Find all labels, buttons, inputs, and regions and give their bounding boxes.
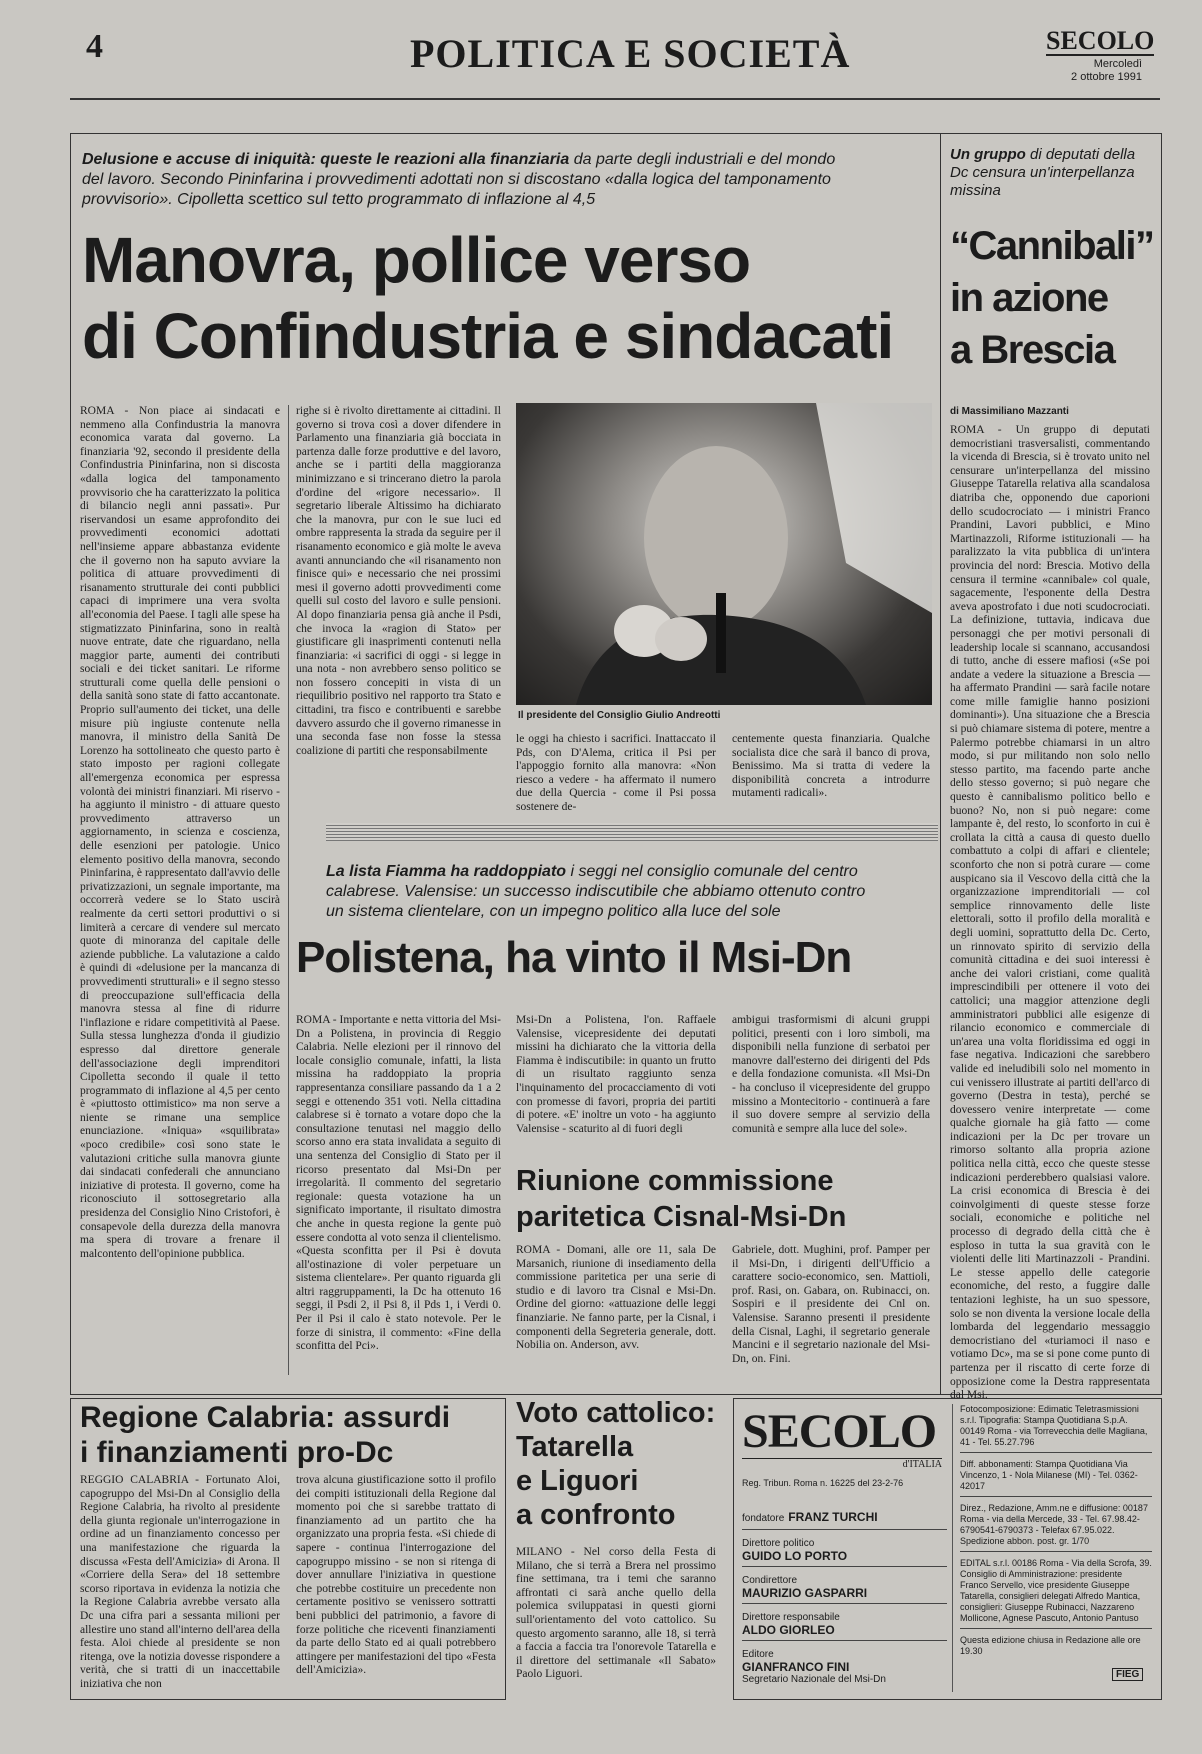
sidebar-headline bbox=[950, 220, 1154, 376]
credits-logo-sub: d'ITALIA bbox=[742, 1458, 942, 1470]
editor-row bbox=[742, 1649, 947, 1685]
calabria-headline-line2: i finanziamenti pro-Dc bbox=[80, 1436, 394, 1469]
voto-headline-line3: e Liguori bbox=[516, 1465, 639, 1497]
credits-info bbox=[960, 1404, 1152, 1667]
main-headline bbox=[82, 222, 932, 374]
photo-caption: Il presidente del Consiglio Giulio Andreotti bbox=[518, 710, 721, 721]
editor-role: Segretario Nazionale del Msi-Dn bbox=[742, 1674, 886, 1685]
info-direction: Direz., Redazione, Amm.ne e diffusione: 00187 Roma - via della Mercede, 33 - Tel. 67.98.42-6790541-6790373 - Telefax 67.95.022. Spedizione abbon. post. gr. 1/70 bbox=[960, 1503, 1152, 1552]
founder-label: fondatore bbox=[742, 1513, 785, 1524]
masthead-logo: SECOLO bbox=[1046, 26, 1155, 55]
credits-logo: SECOLO bbox=[742, 1405, 937, 1458]
editor-label: Editore bbox=[742, 1649, 774, 1660]
resp-name: ALDO GIORLEO bbox=[742, 1623, 835, 1637]
info-subscriptions: Diff. abbonamenti: Stampa Quotidiana Via Vincenzo, 1 - Nola Milanese (MI) - Tel. 0362-42017 bbox=[960, 1459, 1152, 1497]
main-headline-line2: di Confindustria e sindacati bbox=[82, 300, 894, 372]
riunione-headline bbox=[516, 1163, 926, 1235]
sidebar-headline-line2: in azione bbox=[950, 276, 1108, 320]
sidebar-byline: di Massimiliano Mazzanti bbox=[950, 406, 1069, 417]
separator-band bbox=[326, 823, 938, 841]
sidebar-body: ROMA - Un gruppo di deputati democristiani trasversalisti, commentando la vicenda di Brescia, si è trovato unito nel censurare un'interpellanza del missino Giuseppe Tatarella relativa alla scandalosa diatriba che, opponendo due caporioni dello scudocrociato — i ministri Franco Prandini, Lavori pubblici, e Mino Martinazzoli, Riforme istituzionali — ha paralizzato la vita pubblica di un'intera provincia del nord: Brescia. Motivo della censura il termine «cannibale» col quale, sagacemente, l'esponente della Destra aveva apostrofato i due noti scudocrociati. La definizione, tuttavia, indicava due personaggi che per motivi personali di leadership locale si scannano, accusandosi di tutto, anche di essere mafiosi («Se poi andate a vedere la situazione a Brescia — ha affermato Prandini — sarà facile notare come mille famiglie hanno posizioni dominanti»). Una situazione che a Brescia si può chiamare sistema di potere, mentre a Palermo potrebbe chiamarsi in un altro modo, si pur militando non solo nello stesso partito, ma facendo parte anche dello stesso governo; si può negare che questo è cannibalismo politico bello e buono? No, non si può negare: come lampante è, del resto, lo sconforto in cui è crollata la città a causa di questo duello combattuto a colpi di affari e clientele; sconforto che non si potrà curare — come auspicano sia il Vescovo della città che la organizzazione imprenditoriali — col semplice rinnovamento delle liste elettorali, sotto il profilo della moralità e degli uomini, soprattutto della Dc. Certo, un rinnovato spirito di servizio della comunità cittadina e dei suoi interessi è anche dei valori cristiani, come qualità imprescindibili per ottenere il voto dei cattolici; una maggior attenzione degli amministratori pubblici alle esigenze di rilancio economico e commerciale di un'area una volta floridissima ed oggi in fase negativa. Indicazioni che sarebbero valide ed ineludibili solo nel momento in cui venissero illustrate ai partiti dell'arco di governo (Destra in testa), perché se dovessero venire interpretate — come qualche giornale ha già fatto — come indicazioni per la Dc per trovare un rimorso soltanto alla propria azione politica nella città, ecco che queste stesse indicazioni perderebbero qualsiasi valore. La crisi economica di Brescia è dei coinvolgimenti di queste stesse forze sociali, economiche e politiche nel processo di degrado della città che è esploso in tutta la sua gravità con le violenti delle liti Martinazzoli - Prandini. Le stesse appello delle categorie economiche, del resto, a fuggire dalle tentazioni leghiste, ha un suo spessore, solo se non diventa la versione locale della lombarda del leggendario messaggio democristiano del «turiamoci il naso e votiamo Dc», ma se si pone come punto di partenza per il riscatto di certe forze di opposizione come la Destra rappresentata dal Msi. bbox=[950, 424, 1150, 1402]
political-label: Direttore politico bbox=[742, 1538, 815, 1549]
col-divider bbox=[288, 405, 289, 1375]
voto-headline bbox=[516, 1396, 726, 1532]
section-title: POLITICA E SOCIETÀ bbox=[410, 31, 851, 76]
polistena-col-3: ambigui trasformismi di alcuni gruppi politici, presenti con i loro simboli, ma disponibili nella funzione di serbatoi per manovre dall'esterno dei dirigenti del Pds e della fondazione comunista. «Il Msi-Dn - ha concluso il vicepresidente del gruppo missino a Montecitorio - continuerà a fare il suo dovere sempre al servizio della comunità e sempre alla luce del sole». bbox=[732, 1014, 930, 1135]
fieg-badge: FIEG bbox=[1112, 1668, 1143, 1681]
founder-name: FRANZ TURCHI bbox=[788, 1510, 878, 1524]
polistena-col-1: ROMA - Importante e netta vittoria del Msi-Dn a Polistena, in provincia di Reggio Calabria. Nelle elezioni per il rinnovo del locale consiglio comunale, infatti, la lista missina ha raddoppiato la propria rappresentanza consiliare passando da 1 a 2 seggi e ottenendo 351 voti. Nella cittadina calabrese si è tornato a votare dopo che la consultazione tenutasi nel maggio dello scorso anno era stata invalidata a seguito di una sentenza del Consiglio di Stato per il ricorso presentato dal Msi-Dn per irregolarità. Il commento del segretario regionale: questa votazione ha un significato importante, il risultato dimostra che anche in questa regione la gente può essere condotta al voto senza il clientelismo. «Questa sconfitta per il Psi è dovuta all'ostinazione di voler perpetuare un sistema clientelare». Per quanto riguarda gli altri raggruppamenti, la Dc ha ottenuto 16 seggi, il Psdi 2, il Psi 8, il Pds 1, i Verdi 0. Per il Psi il calo è stato notevole. Per le forze di sinistra, il commento: «Fine della sconfitta del Pci». bbox=[296, 1014, 501, 1353]
riunione-headline-line2: paritetica Cisnal-Msi-Dn bbox=[516, 1201, 847, 1233]
political-name: GUIDO LO PORTO bbox=[742, 1549, 848, 1563]
resp-row bbox=[742, 1612, 947, 1641]
main-col-2: righe si è rivolto direttamente ai cittadini. Il governo si trova così a dover difendere in Parlamento una finanziaria già bocciata in partenza dalle forze produttive e del lavoro, anche se i partiti della maggioranza minimizzano e si trincerano dietro la parola d'ordine del «rigore necessario». Il segretario liberale Altissimo ha dichiarato che la manovra, pur con le sue luci ed ombre rappresenta la strada da seguire per il risanamento economico e già molte le aveva avanti annunciando che «il risanamento non finisce qui» e necessario che nei prossimi mesi il governo adotti provvedimenti come quelli sul costo del lavoro e sulle pensioni. Al dopo finanziaria pensa già anche il Psdi, che invoca la «ragion di Stato» per giustificare gli inasprimenti contenuti nella finanziaria: «i sacrifici di oggi - si legge in una nota - non avrebbero senso politico se non fossero concepiti in vista di un riequilibrio positivo nel rapporto tra Stato e cittadini, tra fisco e contribuenti e sarebbe davvero assurdo che il governo rimanesse in una seconda fase non fosse la stessa coalizione di partiti che responsabilmente bbox=[296, 405, 501, 757]
calabria-headline-line1: Regione Calabria: assurdi bbox=[80, 1401, 451, 1434]
info-edital: EDITAL s.r.l. 00186 Roma - Via della Scrofa, 39. Consiglio di Amministrazione: presidente Franco Servello, vice presidente Giuseppe Tatarella, consiglieri delegati Alfredo Mantica, consiglieri: Giuseppe Rubinacci, Nazzareno Mollicone, Agnese Pascuto, Antonio Pantuso bbox=[960, 1558, 1152, 1629]
co-name: MAURIZIO GASPARRI bbox=[742, 1586, 868, 1600]
credits-logo-block bbox=[742, 1405, 942, 1489]
andreotti-photo bbox=[516, 403, 932, 705]
date-full: 2 ottobre 1991 bbox=[1071, 71, 1142, 83]
riunione-col-1: ROMA - Domani, alle ore 11, sala De Marsanich, riunione di insediamento della commissione paritetica per una serie di studio e di lavoro tra Cisnal e Msi-Dn. Ordine del giorno: «attuazione delle leggi finanziarie. Ne fanno parte, per la Cisnal, i componenti della Segreteria generale, dott. Nobilia on. Anderson, avv. bbox=[516, 1244, 716, 1352]
co-label: Condirettore bbox=[742, 1575, 798, 1586]
main-col-3: le oggi ha chiesto i sacrifici. Inattaccato il Pds, con D'Alema, critica il Psi per l'appoggio fornito alla manovra: «Non riesco a vedere - ha affermato il numero due della Quercia - come il Psi possa sostenere de- bbox=[516, 733, 716, 813]
masthead-date bbox=[1050, 58, 1142, 84]
main-kicker-bold: Delusione e accuse di iniquità: queste le reazioni alla finanziaria bbox=[82, 151, 570, 168]
header-rule bbox=[70, 98, 1160, 100]
credits-divider bbox=[952, 1404, 953, 1692]
sidebar-headline-line1: “Cannibali” bbox=[950, 224, 1154, 268]
date-day: Mercoledì bbox=[1093, 58, 1142, 70]
polistena-kicker-rest: i seggi nel consiglio comunale del centro calabrese. Valensise: un successo indiscutibile che abbiamo ottenuto contro un sistema clientelare, con un impegno politico alla luce del sole bbox=[326, 863, 866, 920]
polistena-headline: Polistena, ha vinto il Msi-Dn bbox=[296, 933, 852, 982]
sidebar-kicker-rest: di deputati della Dc censura un'interpellanza missina bbox=[950, 146, 1136, 199]
editor-name: GIANFRANCO FINI bbox=[742, 1660, 850, 1674]
political-row bbox=[742, 1538, 947, 1567]
credits-registration: Reg. Tribun. Roma n. 16225 del 23-2-76 bbox=[742, 1478, 904, 1488]
page-number: 4 bbox=[86, 28, 103, 65]
co-row bbox=[742, 1575, 947, 1604]
voto-headline-line1: Voto cattolico: bbox=[516, 1397, 716, 1429]
sidebar-kicker-bold: Un gruppo bbox=[950, 146, 1026, 163]
main-col-1: ROMA - Non piace ai sindacati e nemmeno alla Confindustria la manovra economica varata dal governo. La finanziaria '92, secondo il presidente della Confindustria Pininfarina, non si discosta «dalla logica del tamponamento provvisorio che ha caratterizzato la politica di bilancio negli anni passati». Pur riservandosi un esame approfondito dei provvedimenti economici adottati nell'insieme appare abbastanza evidente che il governo non ha saputo avviare la politica di attuare provvedimenti di risanamento strutturale dei conti pubblici capaci di imprimere una vera svolta all'economia del Paese. I tagli alle spese ha stigmatizzato Pininfarina, sono in realtà nuove entrate, date che riguardano, nella maggior parte, aumenti dei contributi sociali e dei ticket sanitari. Le riforme strutturali come quella delle pensioni o della sanità sono state di fatto accantonate. Proprio sull'aumento dei ticket, una delle misure più ingiuste contenute nella manovra, il ministro della Sanità De Lorenzo ha sottolineato che questo parto è stato imposto per ragioni collegate all'emergenza economica per espressa volontà dei ministri finanziari. Mi riservo - ha aggiunto il ministro - di attuare questo provvedimento attraverso un aggiornamento, in scienza e coscienza, delle esenzioni per patologie. Unico elemento positivo della manovra, secondo Pininfarina, è rappresentato dall'avvio delle privatizzazioni, un segnale importante, ma occorrerà vedere se lo Stato uscirà realmente da certi settori produttivi o si limiterà a cercare di vendere sul mercato quote di minoranza del capitale delle aziende pubbliche. La valutazione a caldo è quindi di «delusione per la mancanza di provvedimenti strutturali» e il segno stesso di preoccupazione sull'efficacia della manovra stessa al fine di ridurre l'inflazione e ridare competitività al Paese. Sulla stessa lunghezza d'onda il giudizio espresso dal direttore generale dell'associazione degli imprenditori Cipolletta secondo il quale il tetto programmato di inflazione al 4,5 per cento è «piuttosto ottimistico» ma non serve a niente se rimane una semplice enunciazione. «Iniqua» «squilibrata» «poco credibile» così sono state le valutazioni critiche sulla manovra giunte dai sindacati confederali che annunciano iniziative di protesta. Il governo, come ha riconosciuto il sottosegretario alla presidenza del Consiglio Nino Cristofori, è consapevole della durezza della manovra ma spera di trovare a frenare il malcontento dell'opinione pubblica. bbox=[80, 405, 280, 1260]
sidebar-headline-line3: a Brescia bbox=[950, 328, 1115, 372]
main-headline-line1: Manovra, pollice verso bbox=[82, 224, 751, 296]
calabria-headline bbox=[80, 1400, 500, 1470]
main-kicker bbox=[82, 150, 842, 210]
voto-headline-line2: Tatarella bbox=[516, 1431, 634, 1463]
main-col-4: centemente questa finanziaria. Qualche socialista dice che sarà il banco di prova, Benissimo. Ma si tratta di vedere la disponibilità concreta a introdurre mutamenti radicali». bbox=[732, 733, 930, 800]
portrait-graphic bbox=[516, 403, 932, 705]
polistena-col-2: Msi-Dn a Polistena, l'on. Raffaele Valensise, vicepresidente dei deputati missini ha dichiarato che la vittoria della Fiamma è indiscutibile: in quanto un frutto di un risultato raggiunto senza l'inquinamento del procacciamento di voti con promesse di favori, propria dei partiti di potere. «E' inoltre un voto - ha aggiunto Valensise - scaturito al di fuori degli bbox=[516, 1014, 716, 1135]
voto-headline-line4: a confronto bbox=[516, 1499, 676, 1531]
main-kicker-rest: da parte degli industriali e del mondo del lavoro. Secondo Pininfarina i provvedimenti adottati non si discostano «dalla logica del tamponamento provvisorio». Cipolletta scettico sul tetto programmato di inflazione al 4,5 bbox=[82, 151, 836, 208]
calabria-col-2: trova alcuna giustificazione sotto il profilo dei compiti istituzionali della Regione dal momento poi che si sarebbe trattato di finanziamento ad un partito che ha organizzato una propria festa. «Si chiede di sapere - continua l'interrogazione del capogruppo missino - se non si ritenga di dover annullare l'iniziativa in questione che potrebbe costituire un precedente non certamente positivo se venissero sottratti beni pubblici del patrimonio, a favore di forze politiche che riceventi finanziamenti da parte dello Stato ed ai quali potrebbero attingere per manifestazioni del tipo «Festa dell'Amicizia». bbox=[296, 1474, 496, 1677]
riunione-col-2: Gabriele, dott. Mughini, prof. Pamper per il Msi-Dn, i dirigenti dell'Ufficio a carattere socio-economico, sen. Mattioli, prof. Rasi, on. Gabara, on. Rubinacci, on. Sospiri e il presidente dei Cnl on. Valensise. Saranno presenti il presidente della Cisnal, Laghi, il segretario generale Mancini e il segretario nazionale del Msi-Dn, on. Fini. bbox=[732, 1244, 930, 1365]
polistena-kicker-bold: La lista Fiamma ha raddoppiato bbox=[326, 863, 567, 880]
calabria-col-1: REGGIO CALABRIA - Fortunato Aloi, capogruppo del Msi-Dn al Consiglio della Regione Calabria, ha rivolto al presidente della giunta regionale un'interrogazione in ordine ad un finanziamento concesso per una manifestazione che riguarda la discussa «Festa dell'Amicizia» di Arona. Il «Corriere della Sera» del 18 settembre scorso riportava in evidenza la notizia che la Regione Calabria avrebbe versato alla Dc una cifra pari a sessanta milioni per allestire uno stand all'interno dell'area della festa. Aloi chiede al presidente se non ritenga, ove la notizia dovesse rispondere a verità, che si tratti di un inaccettabile iniziativa che non bbox=[80, 1474, 280, 1690]
info-typesetting: Fotocomposizione: Edimatic Teletrasmissioni s.r.l. Tipografia: Stampa Quotidiana S.p.A. 00149 Roma - via Torrevecchia delle Magliana, 41 - Tel. 55.27.796 bbox=[960, 1404, 1152, 1453]
sidebar-kicker bbox=[950, 146, 1150, 200]
credits-staff bbox=[742, 1508, 947, 1685]
founder-row bbox=[742, 1508, 947, 1530]
info-closing: Questa edizione chiusa in Redazione alle ore 19.30 bbox=[960, 1635, 1141, 1656]
resp-label: Direttore responsabile bbox=[742, 1612, 840, 1623]
polistena-kicker bbox=[326, 862, 886, 922]
riunione-headline-line1: Riunione commissione bbox=[516, 1165, 834, 1197]
voto-body: MILANO - Nel corso della Festa di Milano, che si terrà a Brera nel prossimo fine settimana, tra i temi che saranno affrontati ci sarà anche quello della polemica sviluppatasi in questi giorni sull'orientamento del voto cattolico. Su questo argomento saranno, alle 18, si terrà a faccia a faccia tra l'onorevole Tatarella e il direttore del settimanale «Il Sabato» Paolo Liguori. bbox=[516, 1546, 716, 1681]
